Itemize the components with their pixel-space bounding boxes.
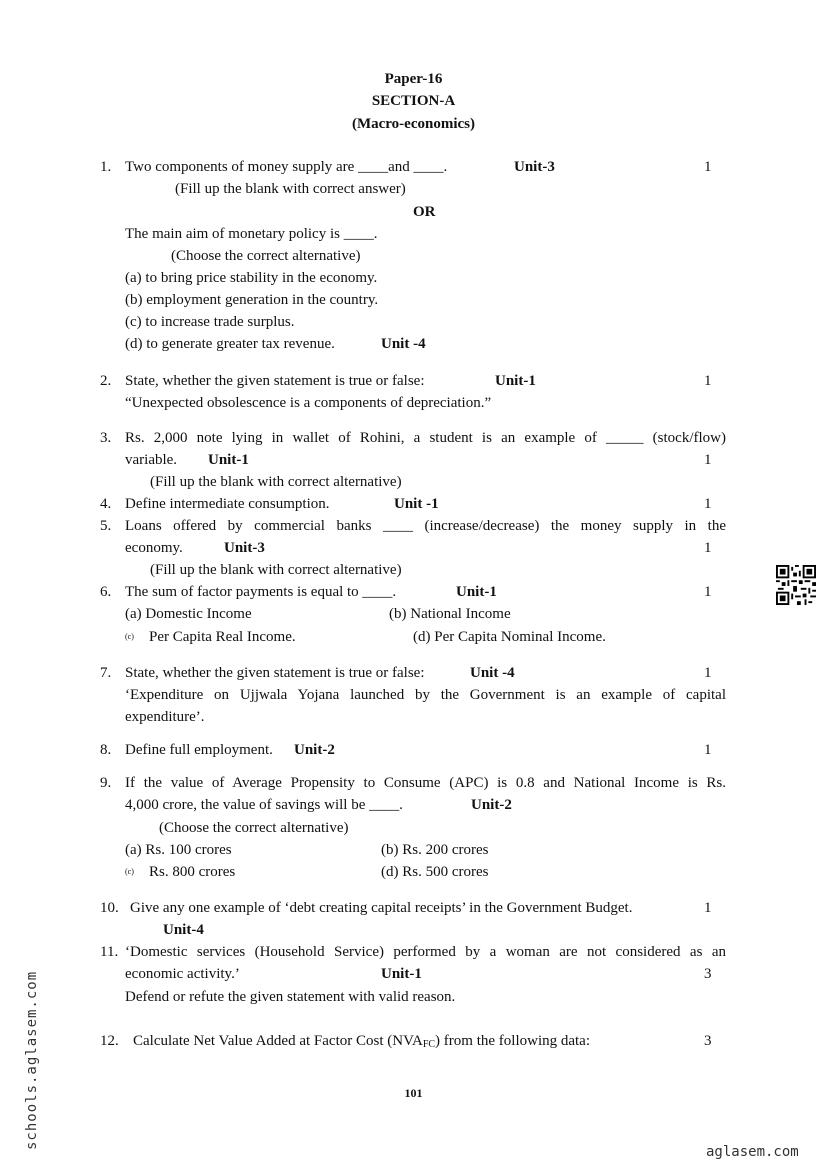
q4-unit: Unit -1	[394, 496, 439, 512]
q9-option-d: (d) Rs. 500 crores	[381, 864, 489, 880]
q10-text: Give any one example of ‘debt creating capital receipts’ in the Government Budget.	[130, 900, 633, 916]
q1-option-d: (d) to generate greater tax revenue.	[125, 336, 335, 352]
q5-unit: Unit-3	[224, 540, 265, 556]
q7-unit: Unit -4	[470, 665, 515, 681]
q7-number: 7.	[100, 665, 112, 681]
q5-line1: Loans offered by commercial banks ____ (increase/decrease) the money supply in the	[125, 518, 726, 534]
q8-unit: Unit-2	[294, 742, 335, 758]
q12-text-end: ) from the following data:	[435, 1033, 591, 1049]
q4-marks: 1	[704, 496, 712, 512]
q4-text: Define intermediate consumption.	[125, 496, 330, 512]
watermark-right: aglasem.com	[706, 1144, 799, 1160]
q5-hint: (Fill up the blank with correct alternative)	[150, 562, 402, 578]
q6-option-b: (b) National Income	[389, 606, 511, 622]
q12-number: 12.	[100, 1033, 119, 1049]
section-title: SECTION-A	[371, 93, 456, 109]
q3-line2: variable.	[125, 452, 178, 468]
q10-marks: 1	[704, 900, 712, 916]
q5-number: 5.	[100, 518, 112, 534]
q11-line1: ‘Domestic services (Household Service) performed by a woman are not considered as an	[125, 944, 726, 960]
q7-line2: ‘Expenditure on Ujjwala Yojana launched by the Government is an example of capital	[125, 687, 726, 703]
q2-number: 2.	[100, 373, 112, 389]
q6-marks: 1	[704, 584, 712, 600]
q12-text	[133, 1031, 590, 1055]
q1-marks: 1	[704, 159, 712, 175]
paper-title: Paper-16	[384, 71, 443, 87]
q6-option-c: Per Capita Real Income.	[149, 629, 296, 645]
q9-option-c: Rs. 800 crores	[149, 864, 236, 880]
q6-text: The sum of factor payments is equal to ____.	[125, 584, 397, 600]
q1-unit: Unit-3	[514, 159, 555, 175]
q1-alt-unit: Unit -4	[381, 336, 426, 352]
q2-unit: Unit-1	[495, 373, 536, 389]
q1-alt-text: The main aim of monetary policy is ____.	[125, 226, 378, 242]
q8-text: Define full employment.	[125, 742, 273, 758]
q6-option-c-label: (c)	[125, 632, 134, 641]
q10-unit: Unit-4	[163, 922, 204, 938]
q2-text: State, whether the given statement is true or false:	[125, 373, 425, 389]
q11-line3: Defend or refute the given statement with valid reason.	[125, 989, 456, 1005]
q12-text-main: Calculate Net Value Added at Factor Cost (NVA	[133, 1033, 423, 1049]
q3-unit: Unit-1	[208, 452, 249, 468]
q6-number: 6.	[100, 584, 112, 600]
q11-marks: 3	[704, 966, 712, 982]
q9-unit: Unit-2	[471, 797, 512, 813]
q2-statement: “Unexpected obsolescence is a components of depreciation.”	[125, 395, 492, 411]
page-number: 101	[404, 1086, 423, 1100]
q3-line1: Rs. 2,000 note lying in wallet of Rohini, a student is an example of _____ (stock/flow)	[125, 430, 726, 446]
q9-option-a: (a) Rs. 100 crores	[125, 842, 232, 858]
q7-text: State, whether the given statement is true or false:	[125, 665, 425, 681]
q6-option-a: (a) Domestic Income	[125, 606, 252, 622]
subject-title: (Macro-economics)	[351, 116, 475, 132]
q1-option-a: (a) to bring price stability in the economy.	[125, 270, 378, 286]
q1-or: OR	[413, 204, 436, 220]
q1-option-b: (b) employment generation in the country.	[125, 292, 379, 308]
q1-number: 1.	[100, 159, 112, 175]
q9-line2: 4,000 crore, the value of savings will be ____.	[125, 797, 403, 813]
q10-number: 10.	[100, 900, 119, 916]
q12-marks: 3	[704, 1033, 712, 1049]
q9-option-b: (b) Rs. 200 crores	[381, 842, 489, 858]
q2-marks: 1	[704, 373, 712, 389]
q5-marks: 1	[704, 540, 712, 556]
q1-option-c: (c) to increase trade surplus.	[125, 314, 295, 330]
q1-hint: (Fill up the blank with correct answer)	[175, 181, 406, 197]
q11-line2: economic activity.’	[125, 966, 240, 982]
watermark-left: schools.aglasem.com	[24, 970, 40, 1150]
q6-option-d: (d) Per Capita Nominal Income.	[413, 629, 606, 645]
q12-text-subscript: FC	[422, 1039, 436, 1050]
q11-number: 11.	[100, 944, 119, 960]
q9-option-c-label: (c)	[125, 867, 134, 876]
q5-line2: economy.	[125, 540, 183, 556]
q8-number: 8.	[100, 742, 112, 758]
q1-text: Two components of money supply are ____and ____.	[125, 159, 448, 175]
q8-marks: 1	[704, 742, 712, 758]
q3-number: 3.	[100, 430, 112, 446]
q9-hint: (Choose the correct alternative)	[159, 820, 349, 836]
q11-unit: Unit-1	[381, 966, 422, 982]
q6-unit: Unit-1	[456, 584, 497, 600]
q3-marks: 1	[704, 452, 712, 468]
q3-hint: (Fill up the blank with correct alternative)	[150, 474, 402, 490]
q4-number: 4.	[100, 496, 112, 512]
q1-alt-hint: (Choose the correct alternative)	[171, 248, 361, 264]
q9-line1: If the value of Average Propensity to Consume (APC) is 0.8 and National Income is Rs.	[125, 775, 726, 791]
qr-code	[776, 565, 816, 605]
q9-number: 9.	[100, 775, 112, 791]
q7-marks: 1	[704, 665, 712, 681]
q7-line3: expenditure’.	[125, 709, 205, 725]
